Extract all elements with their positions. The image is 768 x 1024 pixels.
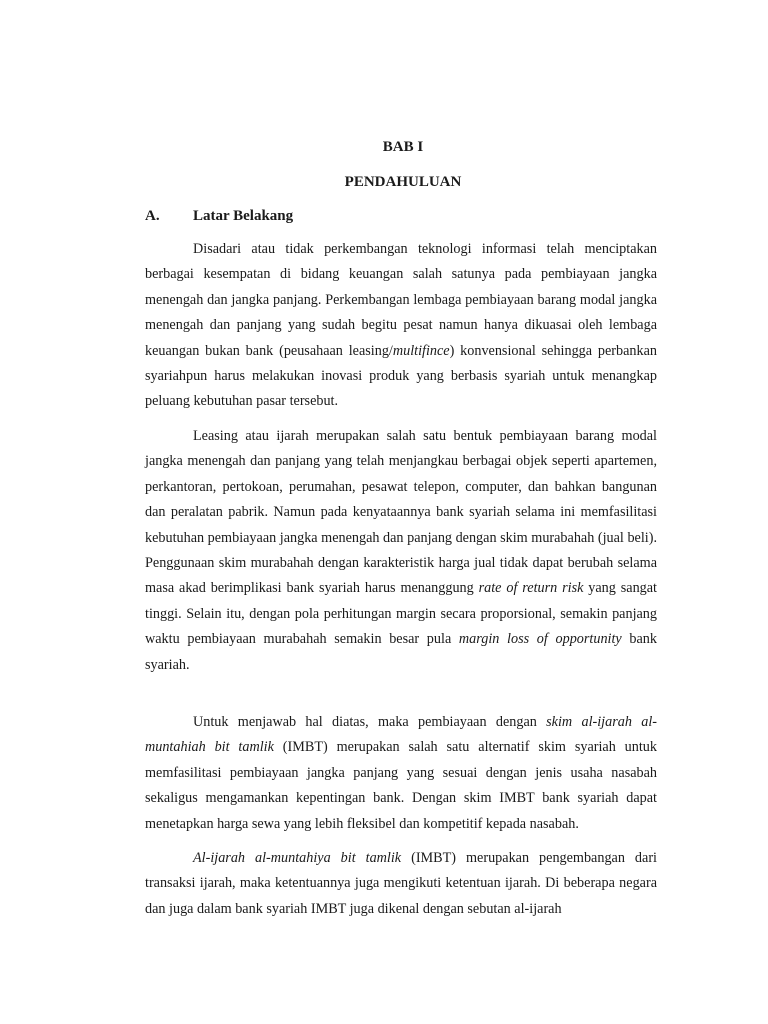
section-letter: A. bbox=[145, 208, 160, 224]
paragraph-4-text-1: (IMBT) merupakan pengembangan dari transaksi ijarah, maka ketentuannya juga mengikuti ketentuan ijarah. Di beberapa negara dan juga dalam bank syariah IMBT juga dikenal dengan sebutan al-ijarah bbox=[145, 850, 657, 917]
paragraph-2-text-2: yang sangat tinggi. Selain itu, dengan pola perhitungan margin secara proporsional, semakin panjang waktu pembiayaan murabahah semakin besar pula bbox=[145, 580, 658, 648]
paragraph-3-text-2: (IMBT) merupakan salah satu alternatif skim syariah untuk memfasilitasi pembiayaan jangka panjang yang sesuai dengan jenis usaha nasabah sekaligus mengamankan kepentingan bank. Dengan skim IMBT bank syariah dapat menetapkan harga sewa yang lebih fleksibel dan kompetitif kepada nasabah. bbox=[145, 739, 657, 832]
paragraph-3-italic-1: skim al-ijarah al-muntahiah bit tamlik bbox=[145, 714, 657, 756]
chapter-title: PENDAHULUAN bbox=[344, 174, 462, 190]
section-title: Latar Belakang bbox=[193, 208, 294, 224]
paragraph-1 bbox=[145, 237, 657, 415]
paragraph-4-italic-1: Al-ijarah al-muntahiya bit tamlik bbox=[193, 850, 402, 866]
paragraph-2-text-1: Leasing atau ijarah merupakan salah satu bentuk pembiayaan barang modal jangka menengah dan panjang yang telah menjangkau berbagai objek seperti apartemen, perkantoran, pertokoan, perumahan, pesawat telepon, computer, dan bahkan bangunan dan peralatan pabrik. Namun pada kenyataannya bank syariah selama ini memfasilitasi kebutuhan pembiayaan jangka menengah dan panjang dengan skim murabahah (jual beli). Penggunaan skim murabahah dengan karakteristik harga jual tidak dapat berubah selama masa akad berimplikasi bank syariah harus menanggung bbox=[145, 428, 657, 597]
section-heading bbox=[145, 206, 293, 226]
paragraph-3-text-1: Untuk menjawab hal diatas, maka pembiayaan dengan bbox=[193, 714, 547, 730]
paragraph-4 bbox=[145, 846, 657, 922]
paragraph-3 bbox=[145, 710, 657, 837]
chapter-number: BAB I bbox=[382, 139, 424, 155]
paragraph-2-text-3: bank syariah. bbox=[145, 631, 657, 673]
paragraph-1-italic-1: multifince bbox=[392, 342, 450, 359]
paragraph-2-italic-1: rate of return risk bbox=[478, 580, 584, 597]
paragraph-2 bbox=[145, 424, 657, 678]
paragraph-1-text-1: Disadari atau tidak perkembangan teknologi informasi telah menciptakan berbagai kesempatan di bidang keuangan salah satunya pada pembiayaan jangka menengah dan jangka panjang. Perkembangan lembaga pembiayaan barang modal jangka menengah dan panjang yang sudah begitu pesat namun hanya dikuasai oleh lembaga keuangan bukan bank (peusahaan leasing/ bbox=[145, 241, 657, 359]
paragraph-2-italic-2: margin loss of opportunity bbox=[458, 631, 622, 648]
paragraph-1-text-2: ) konvensional sehingga perbankan syariahpun harus melakukan inovasi produk yang berbasis syariah untuk menangkap peluang kebutuhan pasar tersebut. bbox=[145, 342, 657, 410]
